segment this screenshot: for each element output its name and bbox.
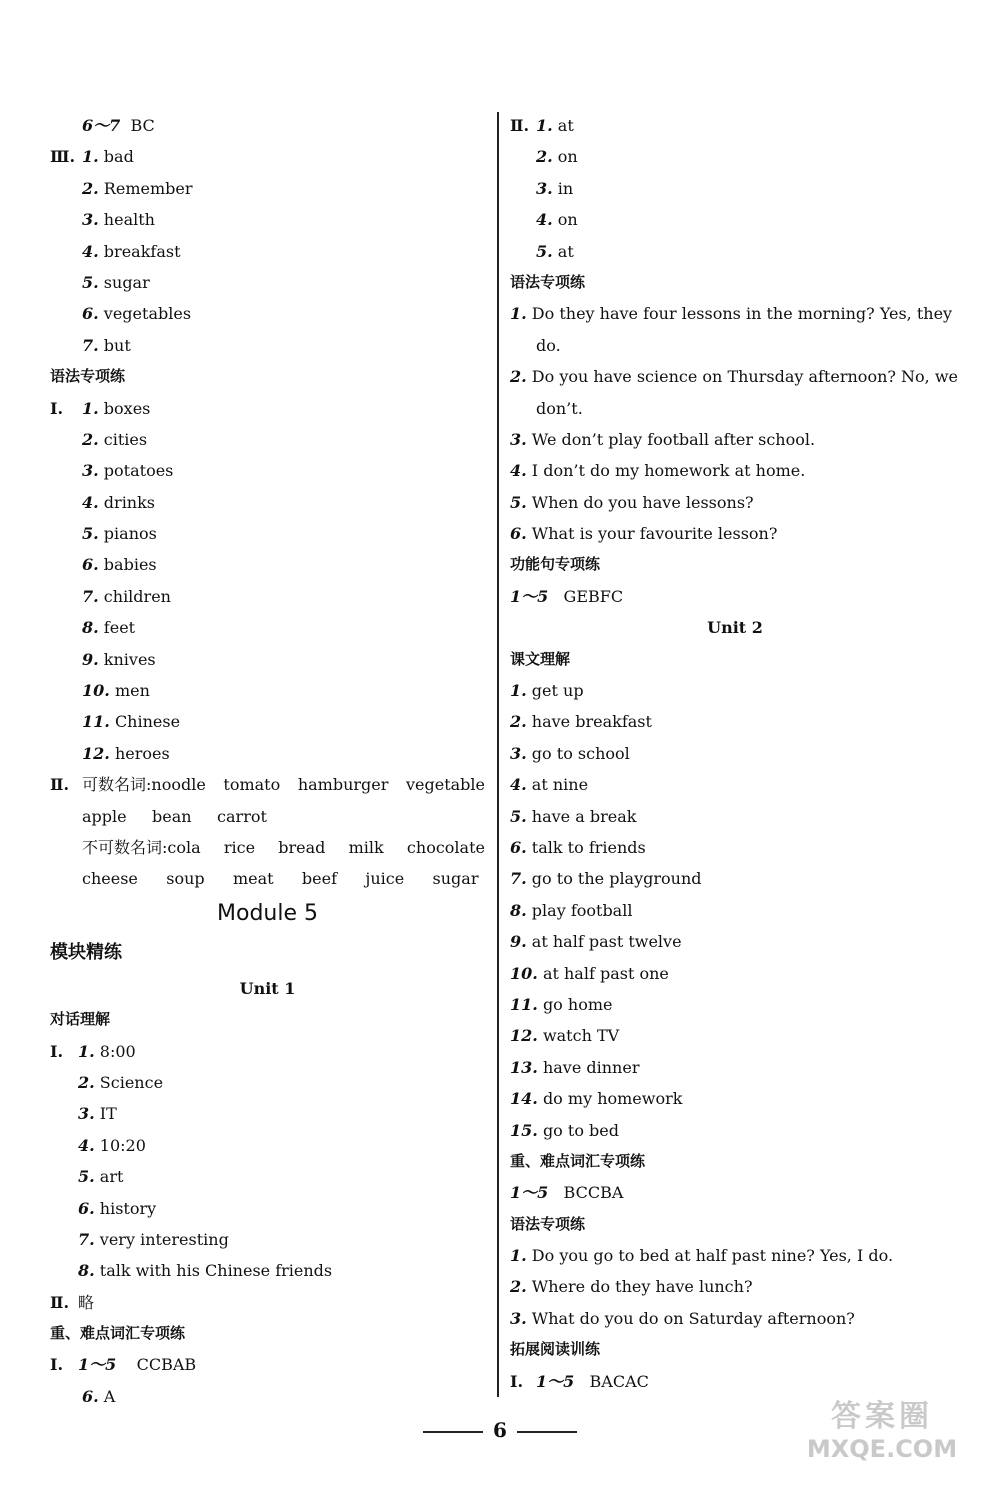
answer-line: 1. get up	[510, 681, 584, 701]
left-column	[50, 110, 485, 1412]
answer-line: Ⅱ. 略	[50, 1292, 95, 1312]
answer-line: 5. have a break	[510, 806, 637, 826]
answer-line: 14. do my homework	[510, 1089, 683, 1109]
answer-line: 2. Science	[78, 1072, 164, 1092]
answer-line: 15. go to bed	[510, 1120, 619, 1140]
answer-line: 6. vegetables	[82, 304, 192, 324]
section-heading: 重、难点词汇专项练	[510, 1151, 646, 1170]
answer-line: Ⅱ. 1. at	[510, 116, 574, 135]
answer-line: 4. I don’t do my homework at home.	[510, 461, 806, 481]
answer-line-continued: don’t.	[536, 398, 583, 418]
section-heading: 语法专项练	[510, 272, 586, 291]
answer-line: 10. at half past one	[510, 963, 669, 983]
answer-line: 1～5 BCCBA	[510, 1183, 624, 1203]
answer-line: 6. history	[78, 1198, 157, 1218]
answer-line: 3. What do you do on Saturday afternoon?	[510, 1308, 855, 1328]
section-heading: 对话理解	[50, 1010, 111, 1029]
answer-line: 7. children	[82, 586, 171, 606]
footer-ornament-left	[423, 1431, 483, 1433]
answer-line: 4. on	[536, 210, 578, 230]
answer-line: Ⅰ. 1～5 BACAC	[510, 1371, 649, 1391]
watermark-en: MXQE.COM	[806, 1435, 958, 1463]
answer-line: 2. have breakfast	[510, 712, 652, 732]
answer-line: 3. We don’t play football after school.	[510, 429, 816, 449]
module-title: Module 5	[217, 900, 318, 926]
answer-line: 5. sugar	[82, 272, 150, 292]
answer-line: 3. go to school	[510, 743, 630, 763]
answer-line: 10. men	[82, 681, 150, 701]
countable-row: Ⅱ. 可数名词:noodle tomato hamburger vegetable	[50, 775, 485, 795]
answer-line: 4. drinks	[82, 492, 156, 512]
section-heading: 功能句专项练	[510, 555, 601, 574]
unit-title: Unit 1	[239, 978, 296, 998]
answer-line: 2. Where do they have lunch?	[510, 1277, 753, 1297]
answer-line: 3. health	[82, 210, 155, 230]
section-heading: 语法专项练	[510, 1214, 586, 1233]
column-divider	[497, 112, 499, 1397]
page-number: 6	[493, 1418, 507, 1442]
answer-line: Ⅰ. 1. boxes	[50, 398, 151, 418]
answer-line: 1. Do you go to bed at half past nine? Yes, I do.	[510, 1246, 894, 1266]
answer-line: 6. A	[82, 1386, 116, 1406]
answer-line: 5. at	[536, 241, 574, 261]
answer-line: 12. watch TV	[510, 1026, 620, 1046]
section-heading: 拓展阅读训练	[510, 1340, 601, 1359]
right-column	[510, 110, 960, 1397]
answer-line: Ⅰ. 1～5 CCBAB	[50, 1355, 197, 1375]
answer-line: 3. IT	[78, 1104, 117, 1124]
unit-title: Unit 2	[707, 618, 763, 638]
answer-line: 9. knives	[82, 649, 156, 669]
module-section-heading: 模块精练	[50, 941, 122, 963]
uncountable-row: 不可数名词:cola rice bread milk chocolate	[82, 837, 485, 857]
footer-ornament-right	[517, 1431, 577, 1433]
answer-line: 6～7 BC	[82, 116, 155, 135]
answer-line: 11. Chinese	[82, 712, 181, 732]
answer-line: 5. When do you have lessons?	[510, 492, 754, 512]
answer-line: 6. babies	[82, 555, 157, 575]
answer-line: 3. potatoes	[82, 461, 174, 481]
answer-line: 9. at half past twelve	[510, 932, 682, 952]
answer-line-continued: do.	[536, 335, 561, 355]
answer-line: 8. play football	[510, 900, 633, 920]
answer-line: 3. in	[536, 178, 574, 198]
watermark-logo	[782, 1391, 982, 1471]
section-heading: 语法专项练	[50, 367, 126, 386]
answer-line: 5. pianos	[82, 524, 157, 544]
section-heading: 重、难点词汇专项练	[50, 1324, 186, 1343]
answer-line: 4. 10:20	[78, 1135, 146, 1155]
answer-line: 8. feet	[82, 618, 136, 638]
answer-line: 2. cities	[82, 429, 148, 449]
answer-line: 7. go to the playground	[510, 869, 702, 889]
answer-line: 8. talk with his Chinese friends	[78, 1261, 333, 1281]
answer-line: 2. Do you have science on Thursday afternoon? No, we	[510, 367, 959, 387]
watermark-cn: 答案圈	[831, 1399, 933, 1434]
answer-line: 12. heroes	[82, 743, 170, 763]
answer-line: 1. Do they have four lessons in the morning? Yes, they	[510, 304, 953, 324]
section-heading: 课文理解	[510, 649, 571, 668]
answer-line: 4. at nine	[510, 775, 589, 795]
answer-line: 2. Remember	[82, 178, 193, 198]
answer-line: 2. on	[536, 147, 578, 167]
answer-line: 5. art	[78, 1167, 124, 1187]
answer-line: 6. talk to friends	[510, 837, 646, 857]
answer-line: 1～5 GEBFC	[510, 586, 624, 606]
answer-line: 13. have dinner	[510, 1057, 640, 1077]
answer-line: 6. What is your favourite lesson?	[510, 524, 778, 544]
answer-line: 7. but	[82, 335, 131, 355]
answer-line: 4. breakfast	[82, 241, 181, 261]
countable-row: apple bean carrot	[82, 806, 267, 826]
uncountable-label: 不可数名词:	[82, 837, 168, 857]
uncountable-row: cheese soup meat beef juice sugar	[82, 869, 479, 889]
countable-label: 可数名词:	[82, 775, 152, 795]
answer-line: Ⅲ. 1. bad	[50, 147, 134, 167]
answer-line: 7. very interesting	[78, 1229, 229, 1249]
answer-line: 11. go home	[510, 994, 613, 1014]
answer-line: Ⅰ. 1. 8:00	[50, 1041, 136, 1061]
